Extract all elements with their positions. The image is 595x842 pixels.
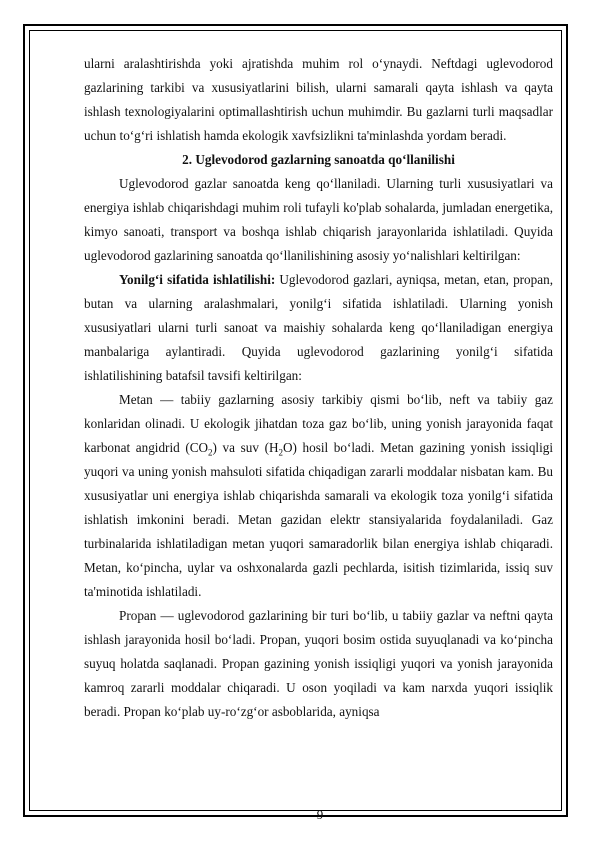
methane-text-a: Metan — tabiiy gazlarning asosiy tarkibiy qismi bo‘lib, neft va tabiiy gaz konlaridan olinadi. U ekologik jihatdan toza gaz bo‘lib, uning yonish jarayonida faqat karbonat angidrid (CO bbox=[84, 392, 553, 455]
section-heading: 2. Uglevodorod gazlarning sanoatda qo‘llanilishi bbox=[182, 152, 455, 167]
methane-text-c: O) hosil bo‘ladi. Metan gazining yonish issiqligi yuqori va uning yonish mahsuloti sifatida chiqadigan zararli moddalar nisbatan kam. Bu xususiyatlar uni energiya ishlab chiqarishda samarali va ekologik toza yonilg‘i sifatida ishlatish imkonini beradi. Metan gazidan elektr stansiyalarida foydalaniladi. Gaz turbinalarida ishlatiladigan metan yuqori samaradorlik bilan energiya ishlab chiqaradi. Metan, ko‘pincha, uylar va oshxonalarda gazli pechlarda, isitish tizimlarida, issiq suv ta'minotida ishlatiladi. bbox=[84, 440, 553, 599]
paragraph-uglevodorod-usage: Uglevodorod gazlar sanoatda keng qo‘llaniladi. Ularning turli xususiyatlari va energiya ishlab chiqarishdagi muhim roli tufayli ko'plab sohalarda, jumladan energetika, kimyo sanoati, transport va boshqa ishlab chiqarish jarayonlarida ishlatiladi. Quyida uglevodorod gazlarining sanoatda qo‘llanilishining asosiy yo‘nalishlari keltirilgan: bbox=[84, 176, 553, 263]
paragraph-fuel-usage bbox=[84, 268, 553, 388]
fuel-usage-lead: Yonilg‘i sifatida ishlatilishi: bbox=[119, 272, 276, 287]
document-body bbox=[84, 52, 553, 724]
intro-paragraph: ularni aralashtirishda yoki ajratishda muhim rol o‘ynaydi. Neftdagi uglevodorod gazlarining tarkibi va xususiyatlarini bilish, ularni samarali qayta ishlash va qayta ishlash texnologiyalarini optimallashtirish uchun muhimdir. Bu gazlarni turli maqsadlar uchun to‘g‘ri ishlatish hamda ekologik xavfsizlikni ta'minlashda yordam beradi. bbox=[84, 56, 553, 143]
h2o-subscript: 2 bbox=[278, 447, 283, 458]
methane-text-b: ) va suv (H bbox=[212, 440, 279, 455]
co2-subscript: 2 bbox=[208, 447, 213, 458]
page-number: 9 bbox=[316, 807, 324, 822]
paragraph-propane: Propan — uglevodorod gazlarining bir turi bo‘lib, u tabiiy gazlar va neftni qayta ishlash jarayonida hosil bo‘ladi. Propan, yuqori bosim ostida suyuqlanadi va ko‘pincha suyuq holatda saqlanadi. Propan gazining yonish issiqligi yuqori va yonish jarayonida kamroq zararli moddalar chiqaradi. U oson yoqiladi va kam narxda yuqori issiqlik beradi. Propan ko‘plab uy-ro‘zg‘or asboblarida, ayniqsa bbox=[84, 608, 553, 719]
fuel-usage-text: Uglevodorod gazlari, ayniqsa, metan, etan, propan, butan va ularning aralashmalari, yonilg‘i sifatida ishlatiladi. Ularning yonish xususiyatlari ularni turli sanoat va maishiy sohalarda keng qo‘llaniladigan energiya manbalariga aylantiradi. Quyida uglevodorod gazlarining yonilg‘i sifatida ishlatilishining batafsil tavsifi keltirilgan: bbox=[84, 272, 553, 383]
paragraph-methane bbox=[84, 388, 553, 604]
